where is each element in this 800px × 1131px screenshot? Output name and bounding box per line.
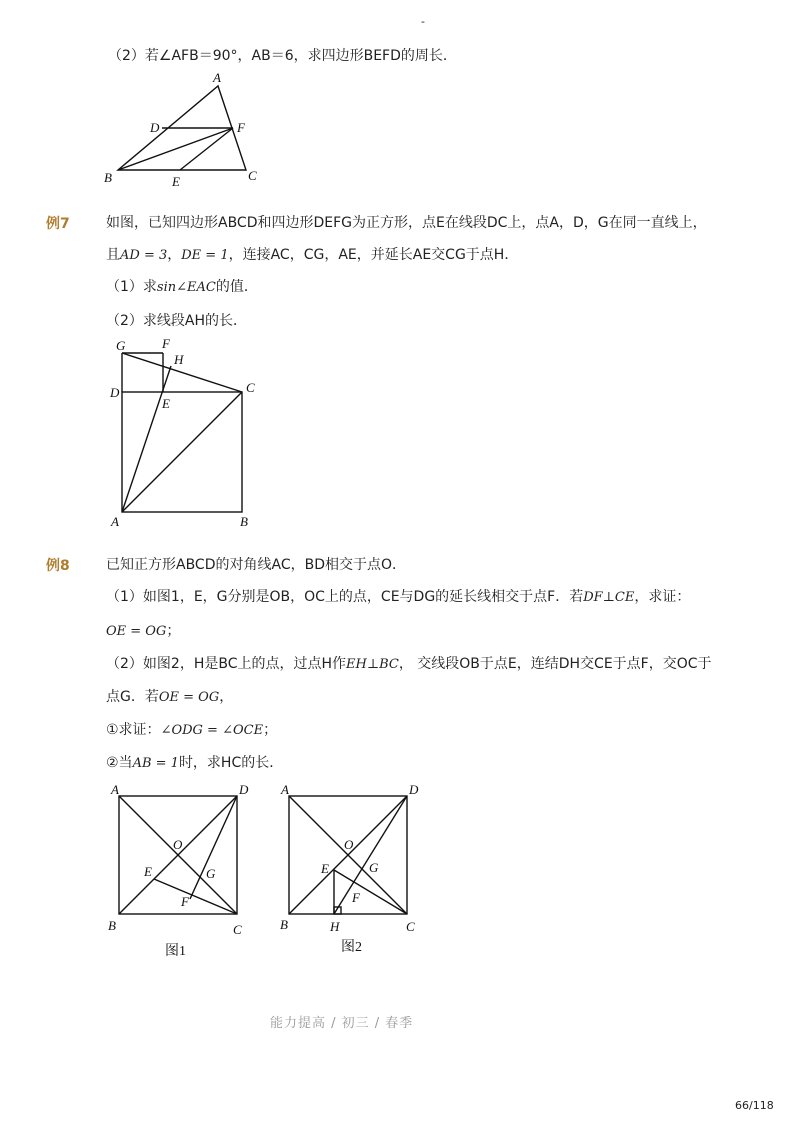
label-a: A [281,782,289,797]
segment-ah [122,366,171,512]
footer-text: 能力提高 / 初三 / 春季 [270,1016,414,1031]
segment-hd [334,796,407,914]
ex8-p2-line2-pre: 点G．若 [106,689,159,705]
label-o: O [344,837,354,852]
label-b: B [280,917,288,932]
ex8-p2-pre: （2）如图2，H是BC上的点，过点H作 [106,656,347,672]
ex8-p1-math: DF⊥CE [583,590,635,605]
ex8-p1-line2-post: ； [166,623,181,639]
label-a: A [111,514,119,529]
label-h: H [174,352,184,367]
ex8-p2-post: ， 交线段OB于点E，连结DH交CE于点F，交OC于 [398,656,712,672]
ex8-p1-line2-math: OE = OG [106,624,167,639]
figure-2 [272,778,432,938]
segment-ac [122,392,242,512]
segment-ef [180,128,233,170]
label-c: C [246,380,255,395]
ex8-s1-math: ∠ODG = ∠OCE [160,723,264,738]
ex8-line1: 已知正方形ABCD的对角线AC，BD相交于点O． [106,557,407,573]
label-e: E [321,861,329,876]
label-c: C [233,922,242,937]
ex7-line2-pre: 且 [106,247,120,263]
label-e: E [172,174,180,189]
label-a: A [111,782,119,797]
ex8-p2-line2-math: OE = OG [158,690,220,705]
ex8-p1-line2 [106,621,180,642]
ex7-math-ad: AD = 3 [120,248,168,263]
figure-1 [102,778,262,938]
label-a: A [213,72,221,85]
ex8-p2-line2 [106,687,233,708]
ex7-q2: （2）求线段AH的长． [106,313,248,329]
label-h: H [330,919,340,934]
figure-squares [100,336,270,532]
example-8-label: 例8 [46,558,70,574]
label-b: B [108,918,116,933]
ex7-q1-pre: （1）求 [106,279,157,295]
example-7-label: 例7 [46,216,70,232]
ex8-p1-pre: （1）如图1，E，G分别是OB，OC上的点，CE与DG的延长线相交于点F．若 [106,589,584,605]
ex8-s1-post: ； [263,722,278,738]
ex7-line2-post: ，连接AC，CG，AE，并延长AE交CG于点H． [228,247,519,263]
figure-triangle [100,72,270,192]
ex7-line2 [106,245,518,266]
label-g: G [116,338,126,353]
figure-1-caption: 图1 [165,944,186,959]
ex8-p1-post: ，求证： [634,589,691,605]
figure-2-caption: 图2 [341,940,362,955]
ex8-p1 [106,587,690,608]
segment-bf [118,128,233,170]
label-f: F [237,120,245,135]
ex8-s2-math: AB = 1 [132,756,179,771]
label-e: E [162,396,170,411]
label-e: E [144,864,152,879]
ex8-s2 [106,753,283,774]
segment-ce [154,879,237,914]
label-b: B [240,514,248,529]
label-c: C [406,919,415,934]
label-c: C [248,168,257,183]
ex7-q1 [106,277,258,298]
label-d: D [239,782,249,797]
ex8-p2 [106,654,712,675]
label-g: G [206,866,216,881]
ex8-s1 [106,720,277,741]
label-f: F [352,890,360,905]
label-b: B [104,170,112,185]
label-f: F [181,894,189,909]
ex8-p2-line2-post: ， [219,689,234,705]
ex7-math-de: DE = 1 [181,248,229,263]
ex7-line2-sep: ， [167,247,182,263]
label-d: D [150,120,160,135]
label-g: G [369,860,379,875]
ex8-p2-math: EH⊥BC [346,657,399,672]
ex7-q1-post: 的值． [215,279,258,295]
ex8-s1-pre: ①求证： [106,722,161,738]
page-number: 66/118 [735,1099,774,1112]
segment-df [190,796,237,899]
label-d: D [110,385,120,400]
label-f: F [162,336,170,351]
prev-question-part2: （2）若∠AFB＝90°，AB＝6，求四边形BEFD的周长． [108,48,457,64]
label-o: O [173,837,183,852]
top-mark: - [421,15,425,28]
label-d: D [409,782,419,797]
ex8-s2-post: 时，求HC的长． [178,755,284,771]
ex8-s2-pre: ②当 [106,755,133,771]
ex7-line1: 如图，已知四边形ABCD和四边形DEFG为正方形，点E在线段DC上，点A，D，G在同一直线上， [106,215,707,231]
ex7-q1-math: sin∠EAC [156,280,216,295]
